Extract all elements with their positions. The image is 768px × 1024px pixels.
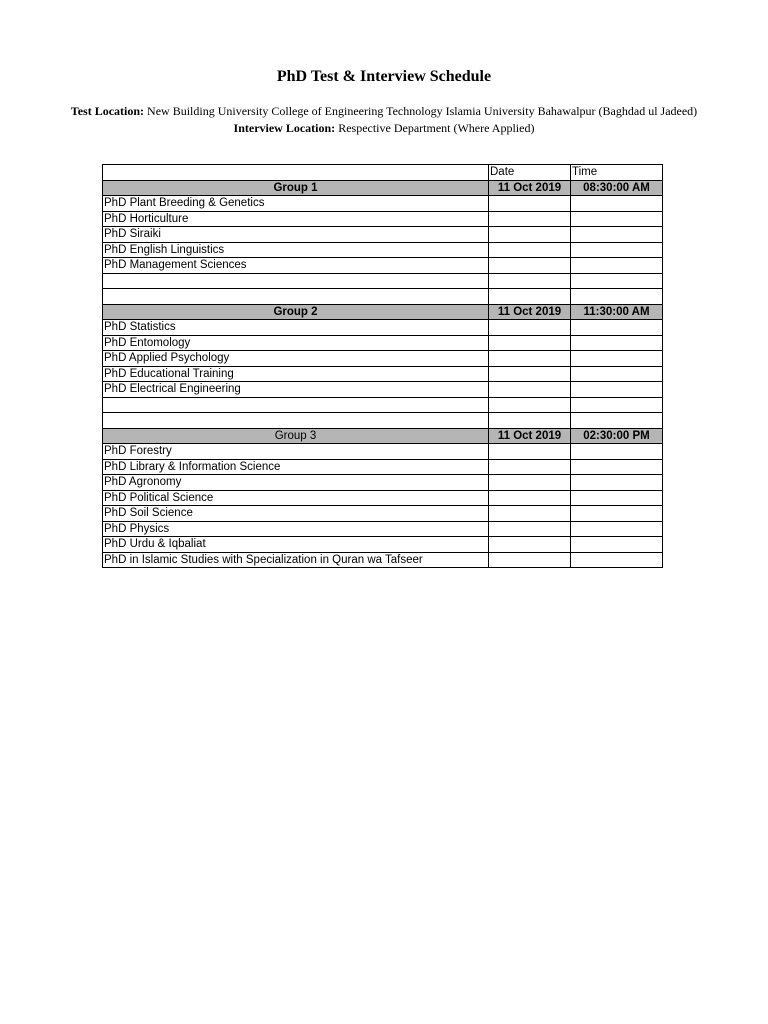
program-name: PhD Management Sciences [103,258,489,274]
time-cell [571,273,663,289]
time-cell [571,227,663,243]
header-program [103,165,489,181]
date-cell [489,382,571,398]
test-location-line [0,104,768,119]
time-cell [571,490,663,506]
program-name: PhD Statistics [103,320,489,336]
group-date: 11 Oct 2019 [489,304,571,320]
program-name: PhD Educational Training [103,366,489,382]
interview-location-label: Interview Location: [233,121,336,135]
program-name: PhD Horticulture [103,211,489,227]
date-cell [489,227,571,243]
group-row [103,304,663,320]
table-row [103,351,663,367]
group-name: Group 2 [103,304,489,320]
program-name: PhD in Islamic Studies with Specialization in Quran wa Tafseer [103,552,489,568]
date-cell [489,351,571,367]
date-cell [489,397,571,413]
header-time: Time [571,165,663,181]
table-row [103,521,663,537]
program-name: PhD Plant Breeding & Genetics [103,196,489,212]
date-cell [489,289,571,305]
time-cell [571,459,663,475]
group-time: 08:30:00 AM [571,180,663,196]
table-row [103,397,663,413]
program-name: PhD Political Science [103,490,489,506]
program-name: PhD Electrical Engineering [103,382,489,398]
time-cell [571,258,663,274]
group-time: 02:30:00 PM [571,428,663,444]
group-date: 11 Oct 2019 [489,428,571,444]
program-name: PhD Siraiki [103,227,489,243]
date-cell [489,490,571,506]
table-row [103,475,663,491]
group-date: 11 Oct 2019 [489,180,571,196]
test-location-value: New Building University College of Engineering Technology Islamia University Bahawalpur (Baghdad ul Jadeed) [144,104,698,118]
program-name: PhD Applied Psychology [103,351,489,367]
time-cell [571,413,663,429]
date-cell [489,242,571,258]
header-date: Date [489,165,571,181]
table-row [103,552,663,568]
date-cell [489,506,571,522]
time-cell [571,475,663,491]
program-name: PhD Soil Science [103,506,489,522]
table-row [103,366,663,382]
date-cell [489,258,571,274]
program-name: PhD English Linguistics [103,242,489,258]
table-row [103,273,663,289]
time-cell [571,537,663,553]
group-name: Group 1 [103,180,489,196]
date-cell [489,475,571,491]
time-cell [571,242,663,258]
interview-location-line [0,121,768,136]
date-cell [489,211,571,227]
time-cell [571,351,663,367]
program-name [103,289,489,305]
interview-location-value: Respective Department (Where Applied) [335,121,535,135]
program-name: PhD Forestry [103,444,489,460]
table-row [103,444,663,460]
time-cell [571,335,663,351]
date-cell [489,335,571,351]
time-cell [571,506,663,522]
table-row [103,335,663,351]
table-row [103,227,663,243]
time-cell [571,289,663,305]
page-title: PhD Test & Interview Schedule [276,68,492,85]
schedule-table [102,164,663,568]
test-location-label: Test Location: [70,104,145,118]
time-cell [571,382,663,398]
table-row [103,413,663,429]
time-cell [571,397,663,413]
date-cell [489,413,571,429]
program-name [103,397,489,413]
program-name [103,273,489,289]
group-name: Group 3 [103,428,489,444]
table-row [103,289,663,305]
group-row [103,428,663,444]
table-row [103,506,663,522]
table-row [103,242,663,258]
date-cell [489,320,571,336]
program-name: PhD Agronomy [103,475,489,491]
table-row [103,490,663,506]
date-cell [489,273,571,289]
table-row [103,258,663,274]
table-row [103,459,663,475]
group-time: 11:30:00 AM [571,304,663,320]
program-name: PhD Physics [103,521,489,537]
program-name: PhD Entomology [103,335,489,351]
date-cell [489,459,571,475]
date-cell [489,552,571,568]
time-cell [571,552,663,568]
time-cell [571,521,663,537]
date-cell [489,444,571,460]
date-cell [489,196,571,212]
table-row [103,196,663,212]
program-name: PhD Urdu & Iqbaliat [103,537,489,553]
time-cell [571,366,663,382]
date-cell [489,366,571,382]
date-cell [489,537,571,553]
time-cell [571,320,663,336]
table-row [103,320,663,336]
program-name: PhD Library & Information Science [103,459,489,475]
table-row [103,537,663,553]
time-cell [571,444,663,460]
table-row [103,382,663,398]
time-cell [571,211,663,227]
table-header-row [103,165,663,181]
group-row [103,180,663,196]
time-cell [571,196,663,212]
program-name [103,413,489,429]
date-cell [489,521,571,537]
table-row [103,211,663,227]
